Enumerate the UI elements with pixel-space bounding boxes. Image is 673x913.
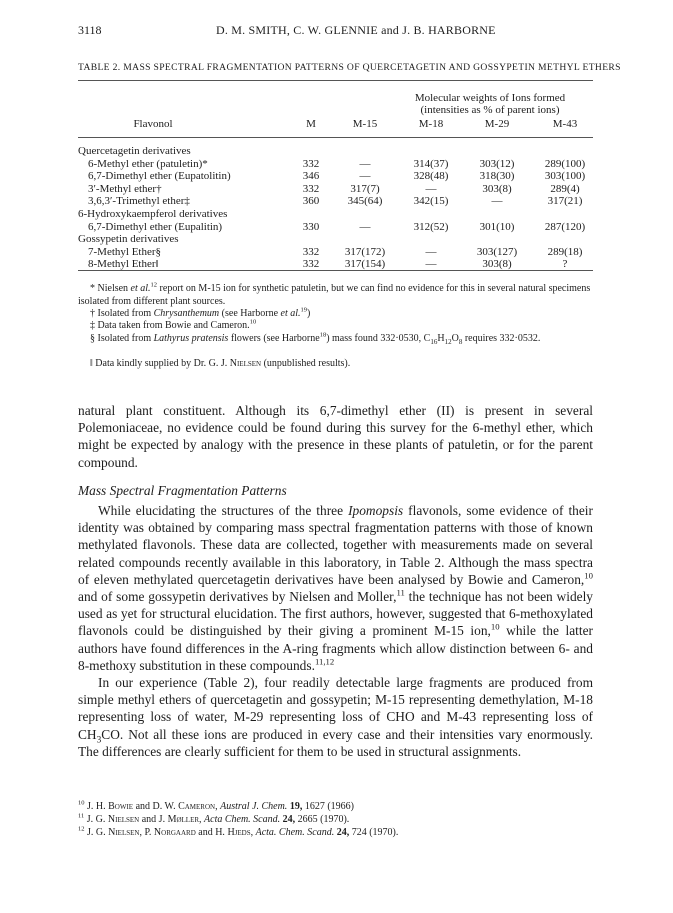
table-cell: 330 <box>302 220 320 233</box>
table-cell: 360 <box>302 195 320 208</box>
table-cell: — <box>425 258 437 271</box>
table-cell: 346 <box>302 170 320 183</box>
table-cell: 303(8) <box>482 258 512 271</box>
table-cell: 314(37) <box>413 157 449 170</box>
reference-item: $^{11}$ J. G. Nielsen and J. Møller, Acta Chem. Scand. 24, 2665 (1970). <box>78 812 350 825</box>
table-group-label: Gossypetin derivatives <box>78 233 179 246</box>
running-head-authors: D. M. SMITH, C. W. GLENNIE and J. B. HARBORNE <box>216 23 496 37</box>
table-cell: 317(172) <box>344 245 386 258</box>
table-cell: — <box>491 195 503 208</box>
table-cell: 317(21) <box>547 195 583 208</box>
table-row-label: 6-Methyl ether (patuletin)* <box>88 157 208 170</box>
table-caption: TABLE 2. MASS SPECTRAL FRAGMENTATION PATTERNS OF QUERCETAGETIN AND GOSSYPETIN METHYL ETHERS <box>78 62 621 73</box>
table-cell: 303(8) <box>482 182 512 195</box>
table-footnote: § Isolated from Lathyrus pratensis flowers (see Harborne$^{18}$) mass found 332·0530, $C_{16}H_{12}O_8$ requires 332·0532. <box>90 331 541 346</box>
table-cell: 332 <box>302 182 320 195</box>
table-footnote: * Nielsen et al.$^{12}$ report on M-15 ion for synthetic patuletin, but we can find no evidence for this in several natural specimens isolated from different plant sources. <box>78 281 591 307</box>
table-header-rule <box>78 137 593 138</box>
column-header-flavonol: Flavonol <box>133 118 173 130</box>
body-paragraph: While elucidating the structures of the three Ipomopsis flavonols, some evidence of their identity was obtained by comparing mass spectral fragmentation patterns with those of known methylated flavonols. These data are collected, together with measurements made on several related compounds recently available in this laboratory, in Table 2. Although the mass spectra of eleven methylated quercetagetin derivatives have been analysed by Bowie and Cameron,$^{10}$ and of some gossypetin derivatives by Nielsen and Moller,$^{11}$ the technique has not been widely used as yet for structural elucidation. The first authors, however, suggested that 6-methoxylated flavonols could be distinguished by their giving a prominent M-15 ion,$^{10}$ while the latter authors have found differences in the A-ring fragments which allow distinction between 6- and 8-methoxy substitution in these compounds.$^{11,12}$ In our experience (Table 2), four readily detectable large fragments are produced from simple methyl ethers of quercetagetin and gossypetin; M-15 representing demethylation, M-18 representing loss of water, M-29 representing loss of CHO and M-43 representing loss of $CH_3CO$. Not all these ions are produced in every case and their intensities vary enormously. The differences are clearly sufficient for them to be used in structural assignments. <box>78 503 593 759</box>
table-footnote: ‡ Data taken from Bowie and Cameron.$^{10}$ <box>90 318 257 331</box>
group-header-line-1: Molecular weights of Ions formed <box>414 92 566 104</box>
table-footnote: † Isolated from Chrysanthemum (see Harborne et al.$^{19}$) <box>90 306 311 319</box>
table-cell: 303(100) <box>544 170 586 183</box>
table-row-label: 6,7-Dimethyl ether (Eupalitin) <box>88 220 223 233</box>
table-cell: 317(7) <box>350 182 380 195</box>
table-cell: 345(64) <box>347 195 383 208</box>
table-cell: — <box>359 220 371 233</box>
reference-item: $^{12}$ J. G. Nielsen, P. Norgaard and H. Hjeds, Acta. Chem. Scand. 24, 724 (1970). <box>78 825 399 838</box>
table-cell: 332 <box>302 258 320 271</box>
column-header-m: M <box>306 118 316 130</box>
table-cell: ? <box>562 258 568 271</box>
table-group-label: Quercetagetin derivatives <box>78 145 191 157</box>
table-cell: 332 <box>302 157 320 170</box>
table-top-rule <box>78 80 593 81</box>
table-cell: — <box>425 182 437 195</box>
group-header-line-2: (intensities as % of parent ions) <box>420 104 560 116</box>
column-header-m18: M-18 <box>418 118 444 130</box>
table-row-label: 6,7-Dimethyl ether (Eupatolitin) <box>88 170 231 183</box>
table-cell: 332 <box>302 245 320 258</box>
table-cell: 328(48) <box>413 170 449 183</box>
table-cell: 289(4) <box>550 182 580 195</box>
table-cell: — <box>359 170 371 183</box>
body-paragraph: natural plant constituent. Although its 6,7-dimethyl ether (II) is present in several Polemoniaceae, no evidence could be found during this survey for the 6-methyl ether, which might be expected by analogy with the presence in these plants of patuletin, or for the parent compound. <box>78 403 593 470</box>
table-cell: — <box>425 245 437 258</box>
table-footnote: ‖ Data kindly supplied by Dr. G. J. Nielsen (unpublished results). <box>90 358 351 369</box>
table-group-label: 6-Hydroxykaempferol derivatives <box>78 208 228 220</box>
table-cell: 317(154) <box>344 258 386 271</box>
table-row-label: 8-Methyl Ether‖ <box>88 258 159 271</box>
table-cell: 303(127) <box>476 245 518 258</box>
table-bottom-rule <box>78 270 593 271</box>
page-number: 3118 <box>78 23 102 37</box>
table-cell: 342(15) <box>413 195 449 208</box>
table-cell: 287(120) <box>544 220 586 233</box>
table-row-label: 7-Methyl Ether§ <box>88 245 162 258</box>
table-cell: 289(100) <box>544 157 586 170</box>
table-row-label: 3′-Methyl ether† <box>88 182 162 195</box>
table-cell: 301(10) <box>479 220 515 233</box>
table-cell: 318(30) <box>479 170 515 183</box>
table-row-label: 3,6,3′-Trimethyl ether‡ <box>88 195 190 208</box>
table-cell: 289(18) <box>547 245 583 258</box>
table-cell: — <box>359 157 371 170</box>
table-cell: 303(12) <box>479 157 515 170</box>
column-header-m43: M-43 <box>552 118 578 130</box>
section-heading: Mass Spectral Fragmentation Patterns <box>78 483 287 498</box>
column-header-m15: M-15 <box>352 118 378 130</box>
column-header-m29: M-29 <box>484 118 510 130</box>
reference-item: $^{10}$ J. H. Bowie and D. W. Cameron, Austral J. Chem. 19, 1627 (1966) <box>78 799 354 812</box>
table-cell: 312(52) <box>413 220 449 233</box>
